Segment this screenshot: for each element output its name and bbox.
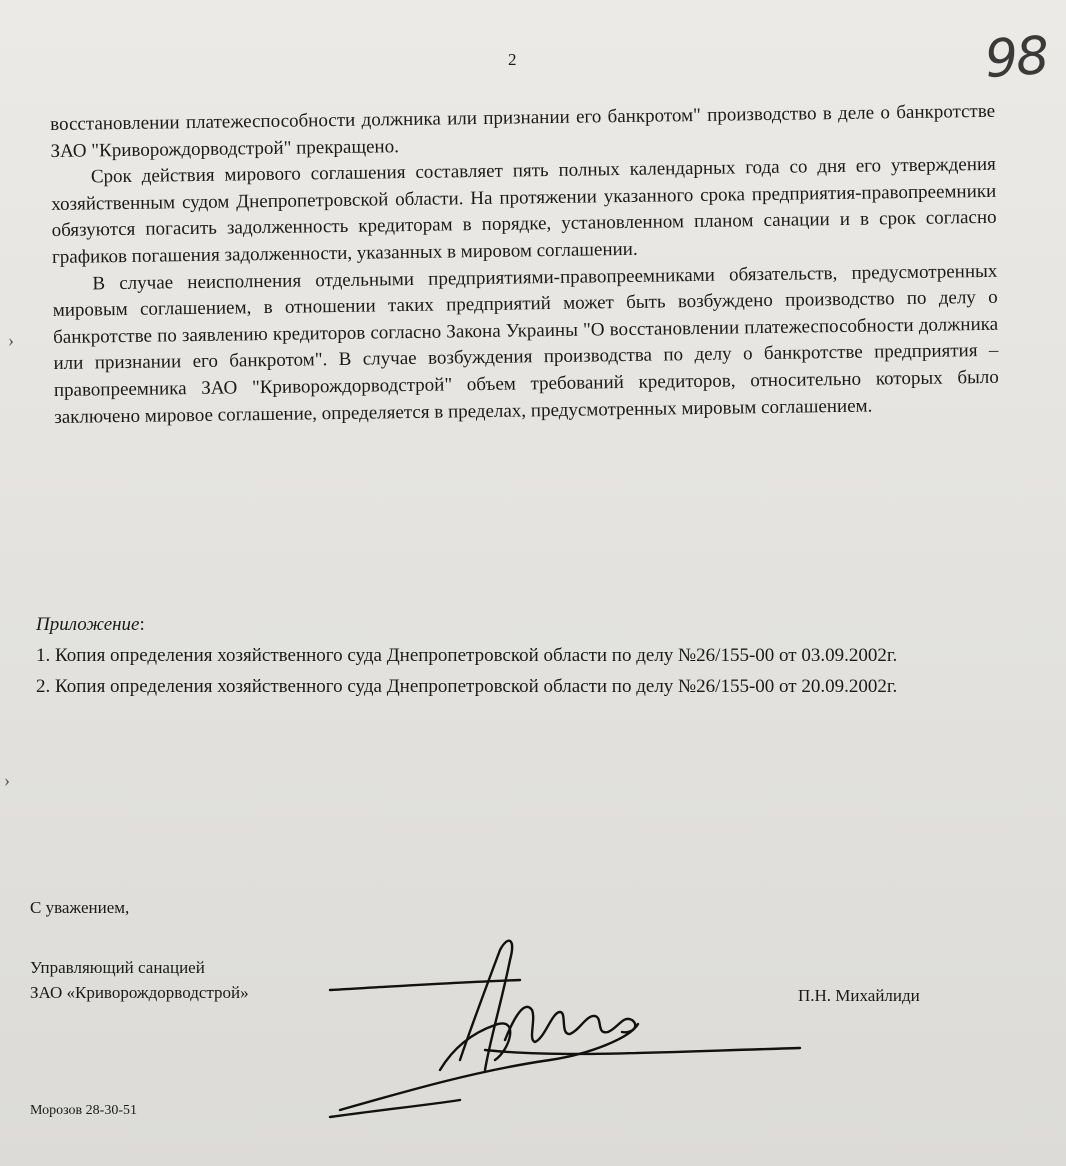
appendix-section: [36, 610, 976, 701]
signatory-name: П.Н. Михайлиди: [798, 986, 920, 1005]
punch-mark: ›: [8, 330, 14, 350]
appendix-heading: [36, 610, 976, 639]
paragraph: В случае неисполнения отдельными предприятиями-правопреемниками обязательств, предусмотренных мировым соглашением, в отношении таких предприятий может быть возбуждено производство по делу о банкротстве по заявлению кредиторов согласно Закона Украины "О восстановлении платежеспособности должника или признании его банкротом". В случае возбуждения производства по делу о банкротстве предприятия – правопреемника ЗАО "Криворождорводстрой" объем требований кредиторов, относительно которых было заключено мировое соглашение, определяется в пределах, предусмотренных мировым соглашением.: [52, 260, 999, 428]
signatory-position: [30, 955, 249, 1005]
punch-mark: ›: [4, 770, 10, 790]
appendix-colon: :: [139, 614, 145, 635]
archive-page-number: 98: [982, 25, 1050, 91]
appendix-label: Приложение: [36, 614, 140, 635]
letter-body: [50, 99, 999, 431]
position-line: Управляющий санацией: [30, 958, 205, 977]
appendix-item: 2. Копия определения хозяйственного суда Днепропетровской области по делу №26/155-00 от 20.09.2002г.: [36, 676, 898, 697]
appendix-item: 1. Копия определения хозяйственного суда Днепропетровской области по делу №26/155-00 от 03.09.2002г.: [36, 645, 898, 666]
paragraph: восстановлении платежеспособности должника или признании его банкротом" производство в деле о банкротстве ЗАО "Криворождорводстрой" прекращено.: [50, 100, 996, 162]
handwritten-signature: [320, 920, 810, 1120]
page-number: 2: [508, 50, 517, 69]
position-line: ЗАО «Криворождорводстрой»: [30, 983, 249, 1002]
paragraph: Срок действия мирового соглашения составляет пять полных календарных года со дня его утверждения хозяйственным судом Днепропетровской области. На протяжении указанного срока предприятия-правопреемники обязуются погасить задолженность кредиторам в порядке, установленном планом санации и в срок согласно графиков погашения задолженности, указанных в мировом соглашении.: [51, 153, 997, 268]
closing-phrase: С уважением,: [30, 898, 130, 917]
contact-person: Морозов 28-30-51: [30, 1103, 137, 1118]
